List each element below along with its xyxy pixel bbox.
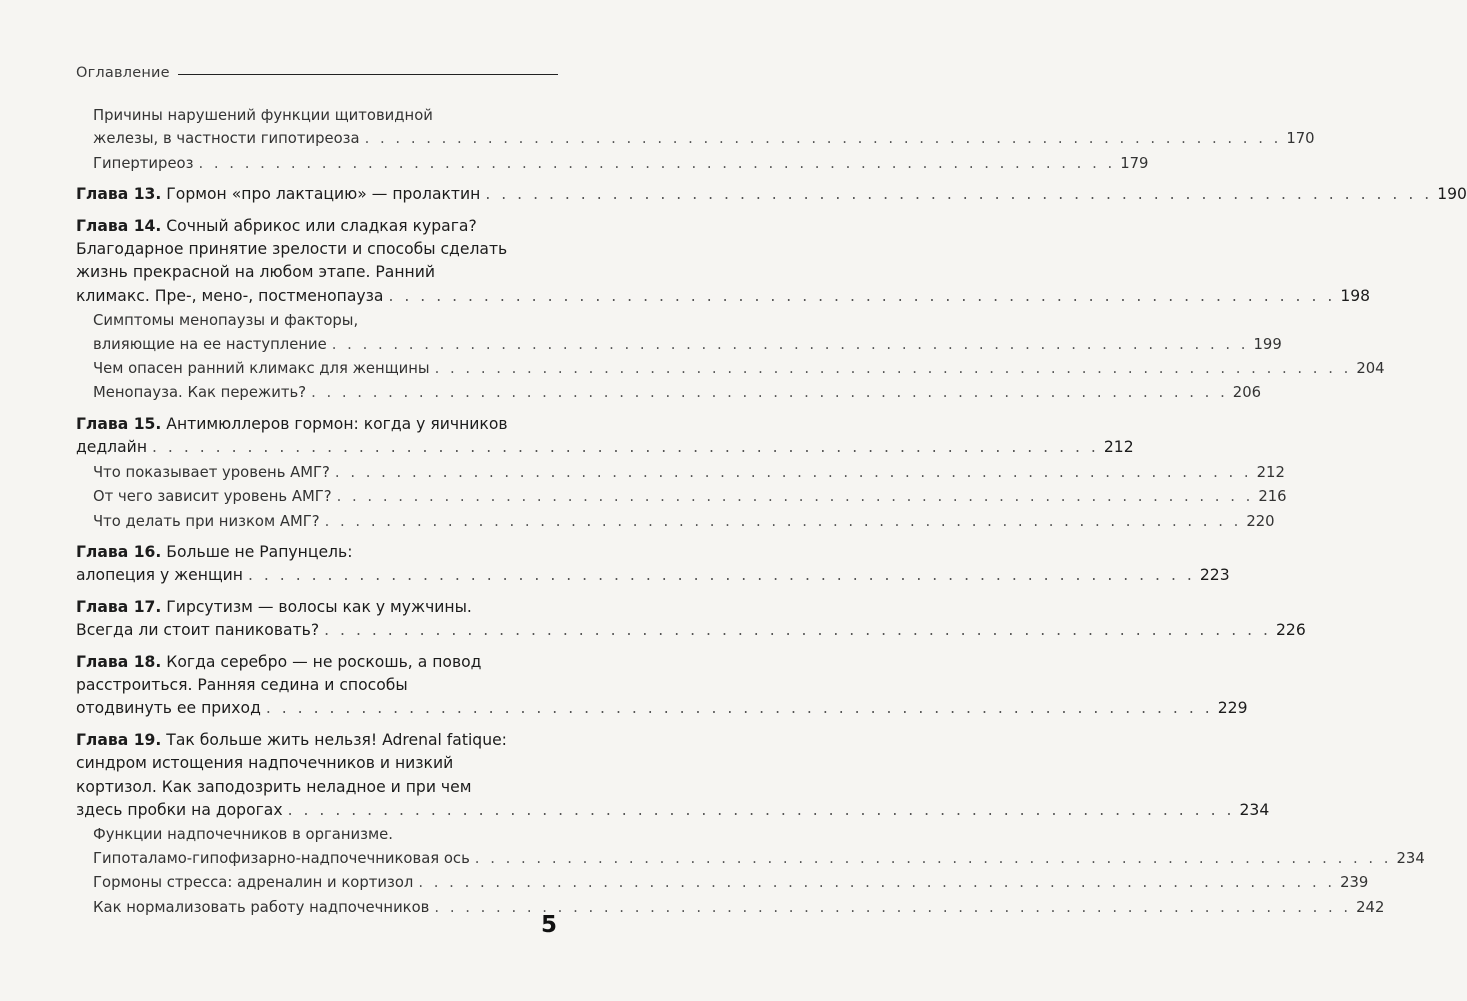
entry-row xyxy=(76,619,1306,642)
toc-subentry xyxy=(76,461,1285,484)
entry-title: Чем опасен ранний климакс для женщины xyxy=(93,360,430,378)
entry-title: алопеция у женщин xyxy=(76,566,243,585)
entry-row xyxy=(93,152,1149,175)
header-rule xyxy=(178,74,558,75)
entry-line: Глава 17. Гирсутизм — волосы как у мужчины. xyxy=(76,597,472,616)
entry-title: дедлайн xyxy=(76,438,148,457)
chapter-entry xyxy=(76,215,1371,309)
entry-line: расстроиться. Ранняя седина и способы xyxy=(76,675,408,694)
entry-title: климакс. Пре-, мено-, постменопауза xyxy=(76,286,384,305)
entry-line: жизнь прекрасной на любом этапе. Ранний xyxy=(76,263,435,282)
chapter-entry xyxy=(76,651,1248,721)
entry-title: Гипертиреоз xyxy=(93,154,194,172)
dot-leader: . . . . . . . . . . . . . . . . . . . . . . . . . . . . . . . . . . . . . . . . . . . . . . . . . . . . . . . . . . . . xyxy=(324,621,1271,640)
entry-page-number: 198 xyxy=(1340,286,1371,305)
toc-section xyxy=(76,541,1230,588)
chapter-label: Глава 13. xyxy=(76,185,162,204)
entry-title: здесь пробки на дорогах xyxy=(76,800,283,819)
entry-row xyxy=(93,896,1385,919)
dot-leader: . . . . . . . . . . . . . . . . . . . . . . . . . . . . . . . . . . . . . . . . . . . . . . . . . . . . . . . . . . . . xyxy=(324,512,1242,530)
entry-row xyxy=(93,381,1262,404)
entry-row xyxy=(76,285,1371,308)
entry-row xyxy=(93,510,1275,533)
entry-page-number: 216 xyxy=(1258,488,1287,506)
entry-row xyxy=(76,183,1467,206)
entry-title: железы, в частности гипотиреоза xyxy=(93,130,360,148)
entry-row xyxy=(93,847,1425,870)
dot-leader: . . . . . . . . . . . . . . . . . . . . . . . . . . . . . . . . . . . . . . . . . . . . . . . . . . . . . . . . . . . . xyxy=(364,130,1282,148)
entry-page-number: 220 xyxy=(1246,512,1275,530)
entry-title: влияющие на ее наступление xyxy=(93,335,327,353)
toc-subentry xyxy=(76,510,1275,533)
entry-line: Глава 18. Когда серебро — не роскошь, а повод xyxy=(76,652,482,671)
toc-subentry xyxy=(76,381,1262,404)
entry-line: Глава 15. Антимюллеров гормон: когда у яичников xyxy=(76,414,508,433)
toc-subentry xyxy=(76,104,1315,151)
toc-section xyxy=(76,104,1315,175)
entry-page-number: 204 xyxy=(1356,360,1385,378)
entry-line: Глава 16. Больше не Рапунцель: xyxy=(76,542,353,561)
entry-page-number: 226 xyxy=(1276,621,1306,640)
dot-leader: . . . . . . . . . . . . . . . . . . . . . . . . . . . . . . . . . . . . . . . . . . . . . . . . . . . . . . . . . . . . xyxy=(198,154,1116,172)
entry-line: синдром истощения надпочечников и низкий xyxy=(76,754,454,773)
toc-subentry xyxy=(76,152,1149,175)
dot-leader: . . . . . . . . . . . . . . . . . . . . . . . . . . . . . . . . . . . . . . . . . . . . . . . . . . . . . . . . . . . . xyxy=(388,286,1336,305)
entry-line: Благодарное принятие зрелости и способы сделать xyxy=(76,240,508,259)
entry-row xyxy=(93,357,1385,380)
entry-line: Причины нарушений функции щитовидной xyxy=(93,107,433,124)
entry-page-number: 199 xyxy=(1253,335,1282,353)
toc-subentry xyxy=(76,309,1282,356)
dot-leader: . . . . . . . . . . . . . . . . . . . . . . . . . . . . . . . . . . . . . . . . . . . . . . . . . . . . . . . . . . . . xyxy=(287,800,1235,819)
entry-row xyxy=(76,799,1270,822)
entry-title: Гипоталамо-гипофизарно-надпочечниковая ось xyxy=(93,849,470,867)
toc-subentry xyxy=(76,896,1385,919)
entry-row xyxy=(93,871,1369,894)
toc-subentry xyxy=(76,823,1425,870)
dot-leader: . . . . . . . . . . . . . . . . . . . . . . . . . . . . . . . . . . . . . . . . . . . . . . . . . . . . . . . . . . . . xyxy=(336,488,1254,506)
dot-leader: . . . . . . . . . . . . . . . . . . . . . . . . . . . . . . . . . . . . . . . . . . . . . . . . . . . . . . . . . . . . xyxy=(434,360,1352,378)
chapter-label: Глава 17. xyxy=(76,597,162,616)
dot-leader: . . . . . . . . . . . . . . . . . . . . . . . . . . . . . . . . . . . . . . . . . . . . . . . . . . . . . . . . . . . . xyxy=(152,438,1099,457)
entry-title: Гормон «про лактацию» — пролактин xyxy=(166,185,481,204)
entry-page-number: 234 xyxy=(1239,800,1270,819)
entry-line: Симптомы менопаузы и факторы, xyxy=(93,312,359,330)
entry-page-number: 212 xyxy=(1256,463,1285,481)
table-of-contents xyxy=(76,103,1467,927)
entry-page-number: 239 xyxy=(1340,874,1369,892)
entry-page-number: 179 xyxy=(1120,154,1149,172)
entry-title: Менопауза. Как пережить? xyxy=(93,384,307,402)
chapter-label: Глава 16. xyxy=(76,542,162,561)
dot-leader: . . . . . . . . . . . . . . . . . . . . . . . . . . . . . . . . . . . . . . . . . . . . . . . . . . . . . . . . . . . . xyxy=(418,874,1336,892)
entry-title: Что делать при низком АМГ? xyxy=(93,512,320,530)
entry-title: Как нормализовать работу надпочечников xyxy=(93,898,430,916)
dot-leader: . . . . . . . . . . . . . . . . . . . . . . . . . . . . . . . . . . . . . . . . . . . . . . . . . . . . . . . . . . . . xyxy=(247,566,1195,585)
toc-section xyxy=(76,651,1248,721)
entry-row xyxy=(93,485,1287,508)
dot-leader: . . . . . . . . . . . . . . . . . . . . . . . . . . . . . . . . . . . . . . . . . . . . . . . . . . . . . . . . . . . . xyxy=(434,898,1352,916)
entry-line: Глава 14. Сочный абрикос или сладкая курага? xyxy=(76,216,477,235)
toc-subentry xyxy=(76,871,1369,894)
toc-section xyxy=(76,215,1385,405)
entry-page-number: 229 xyxy=(1217,699,1248,718)
dot-leader: . . . . . . . . . . . . . . . . . . . . . . . . . . . . . . . . . . . . . . . . . . . . . . . . . . . . . . . . . . . . xyxy=(485,185,1433,204)
entry-row xyxy=(76,697,1248,720)
dot-leader: . . . . . . . . . . . . . . . . . . . . . . . . . . . . . . . . . . . . . . . . . . . . . . . . . . . . . . . . . . . . xyxy=(474,849,1392,867)
entry-page-number: 170 xyxy=(1286,130,1315,148)
entry-row xyxy=(93,127,1315,150)
entry-line: Функции надпочечников в организме. xyxy=(93,826,393,844)
entry-page-number: 212 xyxy=(1103,438,1134,457)
dot-leader: . . . . . . . . . . . . . . . . . . . . . . . . . . . . . . . . . . . . . . . . . . . . . . . . . . . . . . . . . . . . xyxy=(311,384,1228,402)
entry-title: отодвинуть ее приход xyxy=(76,699,261,718)
toc-section xyxy=(76,183,1467,206)
entry-page-number: 234 xyxy=(1396,849,1425,867)
toc-subentry xyxy=(76,485,1287,508)
toc-section xyxy=(76,413,1287,533)
chapter-entry xyxy=(76,183,1467,206)
chapter-entry xyxy=(76,413,1134,460)
dot-leader: . . . . . . . . . . . . . . . . . . . . . . . . . . . . . . . . . . . . . . . . . . . . . . . . . . . . . . . . . . . . xyxy=(334,463,1252,481)
page-number: 5 xyxy=(541,912,558,938)
entry-row xyxy=(93,461,1285,484)
entry-title: Гормоны стресса: адреналин и кортизол xyxy=(93,874,414,892)
running-header xyxy=(76,63,558,83)
chapter-entry xyxy=(76,541,1230,588)
entry-line: кортизол. Как заподозрить неладное и при чем xyxy=(76,777,472,796)
entry-page-number: 190 xyxy=(1437,185,1467,204)
entry-page-number: 223 xyxy=(1199,566,1230,585)
entry-row xyxy=(76,436,1134,459)
chapter-label: Глава 14. xyxy=(76,216,162,235)
header-title: Оглавление xyxy=(76,65,170,81)
entry-page-number: 242 xyxy=(1356,898,1385,916)
chapter-label: Глава 15. xyxy=(76,414,162,433)
chapter-label: Глава 18. xyxy=(76,652,162,671)
entry-row xyxy=(93,333,1282,356)
toc-subentry xyxy=(76,357,1385,380)
entry-title: Всегда ли стоит паниковать? xyxy=(76,621,320,640)
toc-section xyxy=(76,596,1306,643)
toc-section xyxy=(76,729,1425,919)
dot-leader: . . . . . . . . . . . . . . . . . . . . . . . . . . . . . . . . . . . . . . . . . . . . . . . . . . . . . . . . . . . . xyxy=(331,335,1249,353)
entry-title: От чего зависит уровень АМГ? xyxy=(93,488,332,506)
chapter-entry xyxy=(76,729,1270,823)
chapter-entry xyxy=(76,596,1306,643)
entry-row xyxy=(76,564,1230,587)
chapter-label: Глава 19. xyxy=(76,730,162,749)
entry-page-number: 206 xyxy=(1232,384,1262,402)
entry-line: Глава 19. Так больше жить нельзя! Adrenal fatique: xyxy=(76,730,507,749)
dot-leader: . . . . . . . . . . . . . . . . . . . . . . . . . . . . . . . . . . . . . . . . . . . . . . . . . . . . . . . . . . . . xyxy=(265,699,1213,718)
entry-title: Что показывает уровень АМГ? xyxy=(93,463,330,481)
